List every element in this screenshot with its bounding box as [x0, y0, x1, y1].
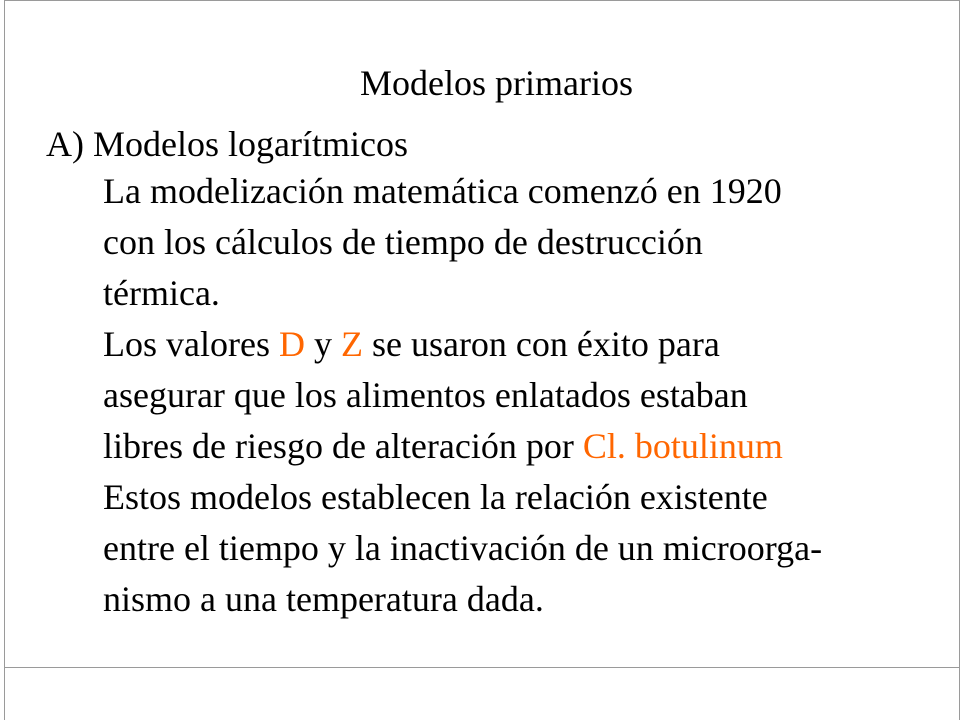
text-line-4-part-c: y [304, 324, 341, 364]
text-line-3: térmica. [103, 273, 220, 313]
highlight-d-value: D [278, 324, 305, 364]
text-line-9: nismo a una temperatura dada. [103, 579, 544, 619]
text-line-5: asegurar que los alimentos enlatados estaban [103, 375, 748, 415]
text-line-6 [103, 421, 822, 472]
highlight-z-value: Z [340, 324, 363, 364]
section-heading: A) Modelos logarítmicos [46, 124, 408, 164]
text-line-7: Estos modelos establecen la relación existente [103, 477, 768, 517]
body-text [103, 166, 822, 625]
slide-border-top [4, 0, 960, 1]
text-line-2: con los cálculos de tiempo de destrucción [103, 222, 703, 262]
bottom-divider [4, 667, 960, 668]
text-line-4 [103, 319, 822, 370]
slide-border-left [4, 0, 5, 720]
highlight-organism: Cl. botulinum [582, 426, 783, 466]
text-line-4-part-e: se usaron con éxito para [362, 324, 720, 364]
text-line-8: entre el tiempo y la inactivación de un microorga- [103, 528, 823, 568]
text-line-4-part-a: Los valores [103, 324, 279, 364]
text-line-6-part-a: libres de riesgo de alteración por [103, 426, 583, 466]
text-line-1: La modelización matemática comenzó en 1920 [103, 171, 782, 211]
slide-title: Modelos primarios [360, 63, 633, 103]
